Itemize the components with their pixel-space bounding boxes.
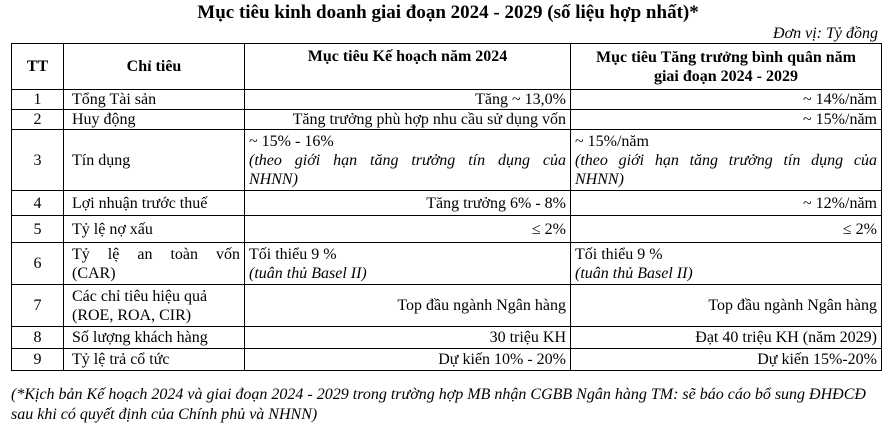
row-growth-note: (theo giới hạn tăng trưởng tín dụng của bbox=[575, 151, 877, 169]
row-number: 4 bbox=[12, 191, 64, 216]
row-growth-value: Top đầu ngành Ngân hàng bbox=[571, 285, 882, 327]
row-indicator: Tỷ lệ trả cổ tức bbox=[64, 349, 245, 371]
row-number: 9 bbox=[12, 349, 64, 371]
row-growth-value: Dự kiến 15%-20% bbox=[571, 349, 882, 371]
row-plan-value: Tăng trưởng 6% - 8% bbox=[245, 191, 571, 216]
row-indicator-line-1: Tỷ lệ an toàn vốn bbox=[72, 245, 240, 263]
row-plan-value: Tăng ~ 13,0% bbox=[245, 90, 571, 110]
row-indicator bbox=[64, 285, 245, 327]
row-number: 5 bbox=[12, 216, 64, 243]
unit-label: Đơn vị: Tỷ đồng bbox=[773, 25, 878, 42]
row-growth-note-end: NHNN) bbox=[575, 170, 624, 188]
row-number: 1 bbox=[12, 90, 64, 110]
header-tt: TT bbox=[12, 44, 64, 90]
table-row bbox=[12, 110, 882, 130]
row-plan-note-end: NHNN) bbox=[249, 170, 298, 188]
row-number: 6 bbox=[12, 243, 64, 285]
row-indicator: Tổng Tài sản bbox=[64, 90, 245, 110]
table-row bbox=[12, 216, 882, 243]
table-row bbox=[12, 243, 882, 285]
row-growth-value: Đạt 40 triệu KH (năm 2029) bbox=[571, 327, 882, 349]
footnote: (*Kịch bản Kế hoạch 2024 và giai đoạn 2024 - 2029 trong trường hợp MB nhận CGBB Ngân hàng TM: sẽ báo cáo bổ sung ĐHĐCĐ sau khi có quyết định của Chính phủ và NHNN) bbox=[11, 386, 866, 423]
row-plan-value: ≤ 2% bbox=[245, 216, 571, 243]
row-number: 8 bbox=[12, 327, 64, 349]
header-growth-line-1: Mục tiêu Tăng trưởng bình quân năm bbox=[595, 48, 856, 66]
row-indicator-line-2: (ROE, ROA, CIR) bbox=[72, 306, 192, 324]
row-indicator: Tỷ lệ nợ xấu bbox=[64, 216, 245, 243]
row-growth-value: ≤ 2% bbox=[571, 216, 882, 243]
row-plan-value: ~ 15% - 16% bbox=[249, 132, 334, 150]
row-number: 7 bbox=[12, 285, 64, 327]
business-targets-table bbox=[11, 43, 882, 371]
row-indicator-line-1: Các chỉ tiêu hiệu quả bbox=[72, 287, 208, 305]
row-indicator: Số lượng khách hàng bbox=[64, 327, 245, 349]
row-plan-value: Dự kiến 10% - 20% bbox=[245, 349, 571, 371]
row-growth-value: ~ 15%/năm bbox=[575, 132, 649, 150]
row-indicator: Tín dụng bbox=[64, 130, 245, 191]
header-row bbox=[12, 44, 882, 90]
table-row bbox=[12, 327, 882, 349]
table-row bbox=[12, 90, 882, 110]
row-indicator bbox=[64, 243, 245, 285]
table-row bbox=[12, 191, 882, 216]
row-growth-cell bbox=[571, 130, 882, 191]
row-indicator-line-2: (CAR) bbox=[72, 264, 116, 282]
table-row bbox=[12, 130, 882, 191]
row-growth-note: (tuân thủ Basel II) bbox=[575, 264, 693, 282]
row-growth-cell bbox=[571, 243, 882, 285]
header-plan-2024: Mục tiêu Kế hoạch năm 2024 bbox=[245, 44, 571, 90]
header-indicator: Chỉ tiêu bbox=[64, 44, 245, 90]
row-indicator: Lợi nhuận trước thuế bbox=[64, 191, 245, 216]
row-growth-value: ~ 14%/năm bbox=[571, 90, 882, 110]
row-growth-value: ~ 12%/năm bbox=[571, 191, 882, 216]
page-title: Mục tiêu kinh doanh giai đoạn 2024 - 2029 (số liệu hợp nhất)* bbox=[197, 2, 699, 23]
row-plan-value: Tăng trưởng phù hợp nhu cầu sử dụng vốn bbox=[245, 110, 571, 130]
row-number: 3 bbox=[12, 130, 64, 191]
header-growth-line-2: giai đoạn 2024 - 2029 bbox=[653, 67, 798, 85]
row-growth-value: ~ 15%/năm bbox=[571, 110, 882, 130]
table-row bbox=[12, 349, 882, 371]
row-indicator: Huy động bbox=[64, 110, 245, 130]
row-plan-cell bbox=[245, 130, 571, 191]
table-row bbox=[12, 285, 882, 327]
row-growth-value: Tối thiểu 9 % bbox=[575, 245, 663, 263]
row-plan-value: 30 triệu KH bbox=[245, 327, 571, 349]
row-plan-value: Tối thiểu 9 % bbox=[249, 245, 337, 263]
row-plan-note: (tuân thủ Basel II) bbox=[249, 264, 367, 282]
row-plan-note: (theo giới hạn tăng trưởng tín dụng của bbox=[249, 151, 566, 169]
row-plan-cell bbox=[245, 243, 571, 285]
row-plan-value: Top đầu ngành Ngân hàng bbox=[245, 285, 571, 327]
header-growth bbox=[571, 44, 882, 90]
row-number: 2 bbox=[12, 110, 64, 130]
